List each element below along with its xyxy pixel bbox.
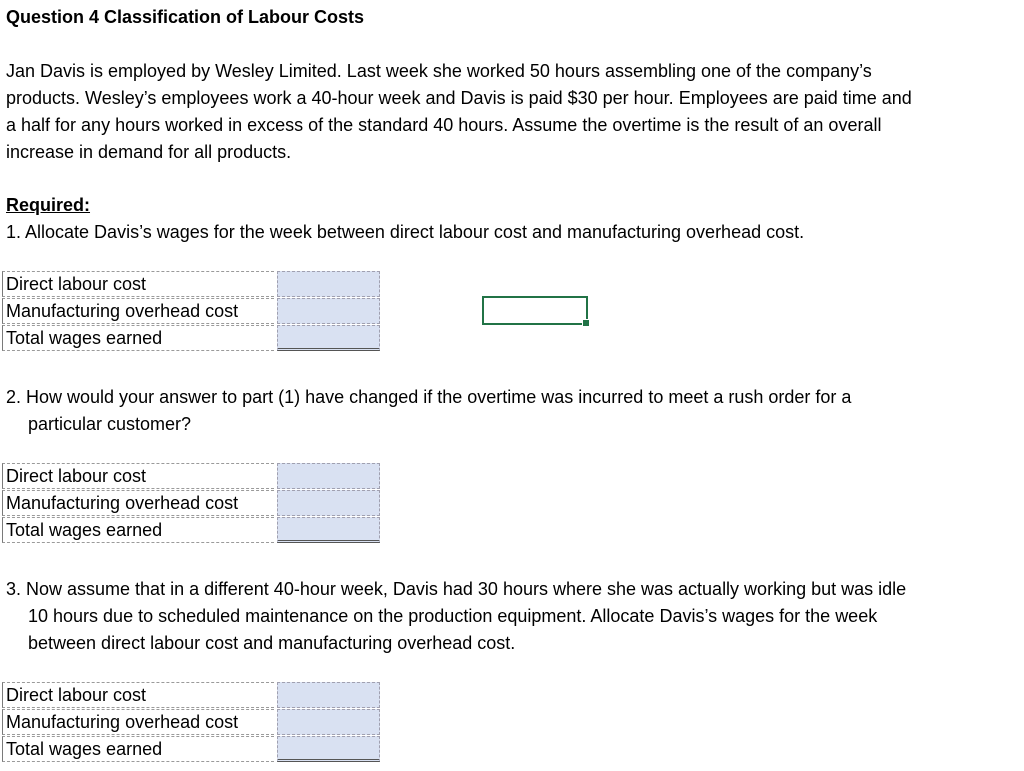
q3-label-total: Total wages earned xyxy=(2,736,274,762)
q2-input-total[interactable] xyxy=(277,517,380,543)
q2-label-overhead: Manufacturing overhead cost xyxy=(2,490,274,516)
q1-row-total xyxy=(2,325,380,352)
q3-label-overhead: Manufacturing overhead cost xyxy=(2,709,274,735)
q2-input-overhead[interactable] xyxy=(277,490,380,516)
q2-text-line-2: particular customer? xyxy=(28,414,192,434)
q1-label-total: Total wages earned xyxy=(2,325,274,351)
q3-table xyxy=(2,682,380,763)
question-title: Question 4 Classification of Labour Costs xyxy=(6,7,365,27)
q3-text-line-2: 10 hours due to scheduled maintenance on the production equipment. Allocate Davis’s wages for the week xyxy=(28,606,878,626)
q1-text: 1. Allocate Davis’s wages for the week between direct labour cost and manufacturing overhead cost. xyxy=(6,222,805,242)
intro-line-2: products. Wesley’s employees work a 40-hour week and Davis is paid $30 per hour. Employees are paid time and xyxy=(6,88,912,108)
q2-row-total xyxy=(2,517,380,544)
q2-input-direct[interactable] xyxy=(277,463,380,489)
selected-cell[interactable] xyxy=(482,296,588,325)
q1-input-direct[interactable] xyxy=(277,271,380,297)
q3-input-overhead[interactable] xyxy=(277,709,380,735)
intro-line-4: increase in demand for all products. xyxy=(6,142,292,162)
q3-input-direct[interactable] xyxy=(277,682,380,708)
q2-label-total: Total wages earned xyxy=(2,517,274,543)
q1-input-overhead[interactable] xyxy=(277,298,380,324)
q1-label-direct: Direct labour cost xyxy=(2,271,274,297)
q3-input-total[interactable] xyxy=(277,736,380,762)
fill-handle[interactable] xyxy=(582,319,590,327)
q2-table xyxy=(2,463,380,544)
q2-label-direct: Direct labour cost xyxy=(2,463,274,489)
q1-input-total[interactable] xyxy=(277,325,380,351)
required-heading: Required: xyxy=(6,195,91,215)
q3-row-direct xyxy=(2,682,380,709)
q1-row-direct xyxy=(2,271,380,298)
q1-row-overhead xyxy=(2,298,380,325)
q1-label-overhead: Manufacturing overhead cost xyxy=(2,298,274,324)
q3-text-line-1: 3. Now assume that in a different 40-hour week, Davis had 30 hours where she was actually working but was idle xyxy=(6,579,907,599)
intro-line-1: Jan Davis is employed by Wesley Limited. Last week she worked 50 hours assembling one of the company’s xyxy=(6,61,872,81)
q2-text-line-1: 2. How would your answer to part (1) have changed if the overtime was incurred to meet a rush order for a xyxy=(6,387,852,407)
q3-label-direct: Direct labour cost xyxy=(2,682,274,708)
q3-row-total xyxy=(2,736,380,763)
q1-table xyxy=(2,271,380,352)
q3-row-overhead xyxy=(2,709,380,736)
q2-row-overhead xyxy=(2,490,380,517)
q3-text-line-3: between direct labour cost and manufacturing overhead cost. xyxy=(28,633,516,653)
q2-row-direct xyxy=(2,463,380,490)
intro-line-3: a half for any hours worked in excess of the standard 40 hours. Assume the overtime is the result of an overall xyxy=(6,115,882,135)
